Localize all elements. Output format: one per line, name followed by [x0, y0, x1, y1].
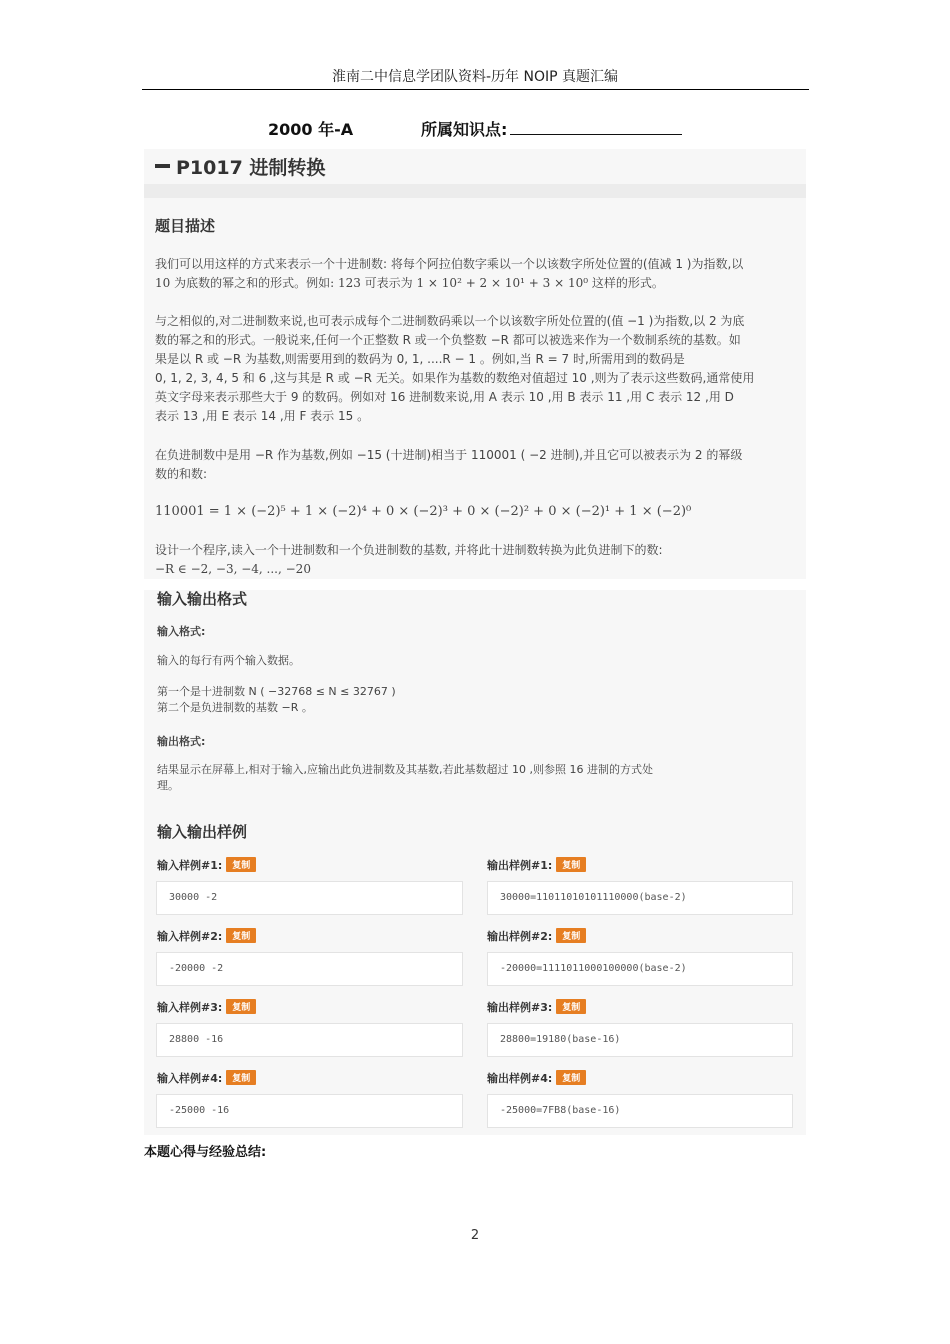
description-section [144, 198, 806, 579]
page-number: 2 [470, 1228, 480, 1243]
sample-input-label-2: 输入样例#2: 复制 [157, 928, 256, 944]
description-paragraph-3 [155, 446, 800, 484]
p4-line-1: 设计一个程序,读入一个十进制数和一个负进制数的基数, 并将此十进制数转换为此负进制下的数: [155, 543, 663, 557]
copy-button[interactable]: 复制 [556, 1070, 586, 1085]
problem-title-bar [144, 149, 806, 185]
sample-input-label-3: 输入样例#3: 复制 [157, 999, 256, 1015]
year-label: 2000 年-A [268, 120, 354, 139]
p2-line-5: 英文字母来表示那些大于 9 的数码。例如对 16 进制数来说,用 A 表示 10 ,用 B 表示 11 ,用 C 表示 12 ,用 D [155, 390, 734, 404]
copy-button[interactable]: 复制 [226, 928, 256, 943]
input-format-lines [157, 684, 787, 716]
sample-output-label-4: 输出样例#4: 复制 [487, 1070, 586, 1086]
copy-button[interactable]: 复制 [556, 857, 586, 872]
io-format-heading: 输入输出格式 [157, 590, 248, 608]
p1-line-1: 我们可以用这样的方式来表示一个十进制数: 将每个阿拉伯数字乘以一个以该数字所处位置的(值减 1 )为指数,以 [155, 257, 744, 271]
p2-line-2: 数的幂之和的形式。一般说来,任何一个正整数 R 或一个负整数 −R 都可以被选来作为一个数制系统的基数。如 [155, 333, 741, 347]
sample-output-label-1: 输出样例#1: 复制 [487, 857, 586, 873]
description-paragraph-4 [155, 541, 800, 579]
p3-line-2: 数的和数: [155, 467, 208, 481]
p2-line-3: 果是以 R 或 −R 为基数,则需要用到的数码为 0, 1, ....R − 1 。例如,当 R = 7 时,所需用到的数码是 [155, 352, 685, 366]
p3-line-1: 在负进制数中是用 −R 作为基数,例如 −15 (十进制)相当于 110001 ( −2 进制),并且它可以被表示为 2 的幂级 [155, 448, 743, 462]
sample-output-box-3[interactable]: 28800=19180(base-16) [487, 1023, 793, 1057]
description-heading: 题目描述 [155, 217, 216, 235]
input-format-label: 输入格式: [157, 625, 206, 638]
knowledge-point-label: 所属知识点: [421, 120, 508, 139]
sample-input-label-4: 输入样例#4: 复制 [157, 1070, 256, 1086]
sample-output-label-2: 输出样例#2: 复制 [487, 928, 586, 944]
input-format-line-1: 输入的每行有两个输入数据。 [157, 654, 300, 667]
sample-input-box-1[interactable]: 30000 -2 [156, 881, 463, 915]
output-format-label: 输出格式: [157, 735, 206, 748]
p2-line-4: 0, 1, 2, 3, 4, 5 和 6 ,这与其是 R 或 −R 无关。如果作为基数的数绝对值超过 10 ,则为了表示这些数码,通常使用 [155, 371, 755, 385]
io-section [144, 590, 806, 1135]
power-series-formula: 110001 = 1 × (−2)⁵ + 1 × (−2)⁴ + 0 × (−2)³ + 0 × (−2)² + 0 × (−2)¹ + 1 × (−2)⁰ [155, 504, 692, 519]
problem-title: P1017 进制转换 [176, 157, 326, 179]
sample-input-box-4[interactable]: -25000 -16 [156, 1094, 463, 1128]
p1-line-2: 10 为底数的幂之和的形式。例如: 123 可表示为 1 × 10² + 2 × 10¹ + 3 × 10⁰ 这样的形式。 [155, 276, 664, 290]
sample-output-label-3: 输出样例#3: 复制 [487, 999, 586, 1015]
sample-input-box-3[interactable]: 28800 -16 [156, 1023, 463, 1057]
title-divider [144, 184, 806, 198]
input-format-line-3: 第二个是负进制数的基数 −R 。 [157, 701, 313, 714]
knowledge-point-blank [510, 134, 682, 135]
summary-label: 本题心得与经验总结: [144, 1145, 267, 1160]
sample-input-box-2[interactable]: -20000 -2 [156, 952, 463, 986]
output-format-text [157, 762, 787, 794]
description-paragraph-2 [155, 312, 800, 426]
collapse-minus-icon[interactable] [155, 164, 170, 168]
p2-line-1: 与之相似的,对二进制数来说,也可表示成每个二进制数码乘以一个以该数字所处位置的(值 −1 )为指数,以 2 为底 [155, 314, 745, 328]
sample-output-box-1[interactable]: 30000=11011010101110000(base-2) [487, 881, 793, 915]
description-paragraph-1 [155, 255, 800, 293]
sample-output-box-4[interactable]: -25000=7FB8(base-16) [487, 1094, 793, 1128]
p2-line-6: 表示 13 ,用 E 表示 14 ,用 F 表示 15 。 [155, 409, 370, 423]
p4-line-2: −R ∈ −2, −3, −4, ..., −20 [155, 562, 311, 576]
document-header-title: 淮南二中信息学团队资料-历年 NOIP 真题汇编 [331, 69, 618, 85]
sample-output-box-2[interactable]: -20000=1111011000100000(base-2) [487, 952, 793, 986]
output-format-line-2: 理。 [157, 779, 179, 792]
output-format-line-1: 结果显示在屏幕上,相对于输入,应输出此负进制数及其基数,若此基数超过 10 ,则参照 16 进制的方式处 [157, 763, 653, 776]
copy-button[interactable]: 复制 [556, 928, 586, 943]
copy-button[interactable]: 复制 [226, 1070, 256, 1085]
copy-button[interactable]: 复制 [226, 999, 256, 1014]
copy-button[interactable]: 复制 [556, 999, 586, 1014]
samples-heading: 输入输出样例 [157, 823, 248, 841]
header-rule [142, 89, 809, 90]
input-format-line-2: 第一个是十进制数 N ( −32768 ≤ N ≤ 32767 ) [157, 685, 396, 698]
sample-input-label-1: 输入样例#1: 复制 [157, 857, 256, 873]
copy-button[interactable]: 复制 [226, 857, 256, 872]
